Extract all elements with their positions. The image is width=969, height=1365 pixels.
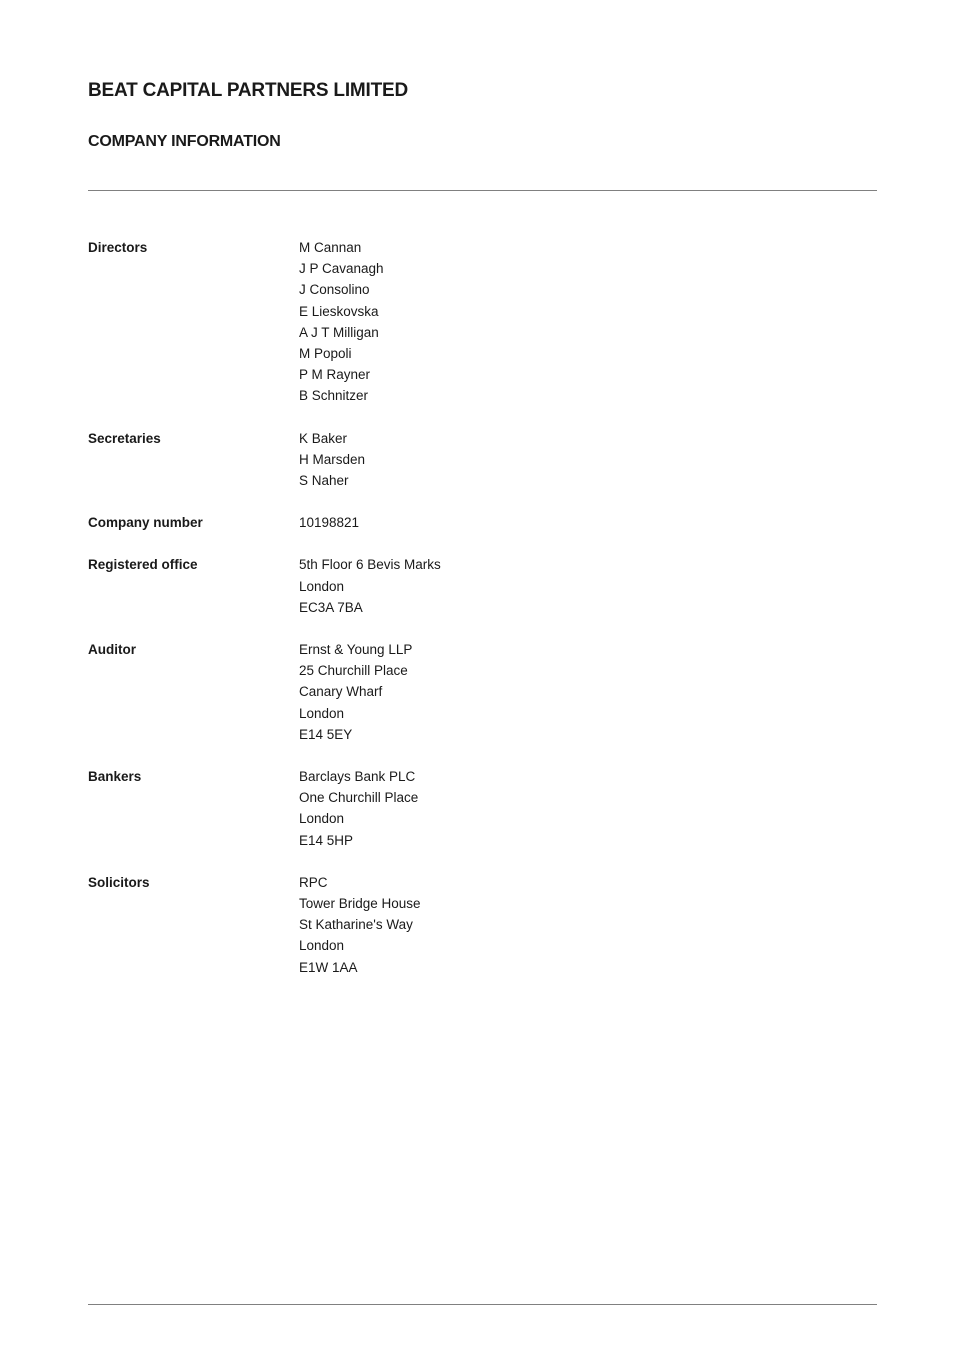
director-name: M Popoli (299, 346, 352, 362)
page-title: COMPANY INFORMATION (88, 133, 281, 150)
company-number-values (299, 512, 877, 533)
address-line: London (299, 811, 345, 827)
solicitors-row (88, 872, 877, 978)
secretaries-values (299, 428, 877, 492)
company-name: BEAT CAPITAL PARTNERS LIMITED (88, 80, 409, 101)
director-name: E Lieskovska (299, 303, 379, 319)
address-line: E14 5HP (299, 832, 354, 848)
address-line: Canary Wharf (299, 684, 383, 700)
auditor-row (88, 639, 877, 745)
secretaries-label: Secretaries (88, 430, 161, 446)
secretary-name: H Marsden (299, 451, 366, 467)
address-line: London (299, 705, 345, 721)
registered-office-label: Registered office (88, 557, 198, 573)
bankers-row (88, 766, 877, 851)
director-name: P M Rayner (299, 367, 371, 383)
address-line: Tower Bridge House (299, 896, 421, 912)
secretary-name: S Naher (299, 473, 349, 489)
address-line: 5th Floor 6 Bevis Marks (299, 557, 441, 573)
directors-values (299, 237, 877, 407)
company-information-list (88, 237, 877, 999)
director-name: A J T Milligan (299, 324, 379, 340)
bankers-address (299, 766, 877, 851)
director-name: J Consolino (299, 282, 370, 298)
auditor-address (299, 639, 877, 745)
director-name: J P Cavanagh (299, 261, 384, 277)
company-number-row (88, 512, 877, 533)
address-line: EC3A 7BA (299, 599, 363, 615)
address-line: 25 Churchill Place (299, 663, 408, 679)
auditor-label: Auditor (88, 642, 136, 658)
address-line: Ernst & Young LLP (299, 642, 413, 658)
company-number-label: Company number (88, 515, 203, 531)
directors-row (88, 237, 877, 407)
secretary-name: K Baker (299, 430, 348, 446)
company-number-value: 10198821 (299, 515, 360, 531)
solicitors-address (299, 872, 877, 978)
address-line: One Churchill Place (299, 790, 419, 806)
address-line: London (299, 578, 345, 594)
directors-label: Directors (88, 240, 148, 255)
address-line: St Katharine's Way (299, 917, 413, 933)
director-name: B Schnitzer (299, 388, 369, 404)
address-line: E14 5EY (299, 726, 353, 742)
director-name: M Cannan (299, 240, 362, 255)
registered-office-row (88, 554, 877, 618)
top-divider (88, 190, 877, 191)
bankers-label: Bankers (88, 769, 142, 785)
secretaries-row (88, 428, 877, 492)
address-line: Barclays Bank PLC (299, 769, 416, 785)
address-line: RPC (299, 874, 328, 890)
address-line: E1W 1AA (299, 959, 358, 975)
registered-office-address (299, 554, 877, 618)
bottom-divider (88, 1304, 877, 1305)
address-line: London (299, 938, 345, 954)
solicitors-label: Solicitors (88, 874, 150, 890)
